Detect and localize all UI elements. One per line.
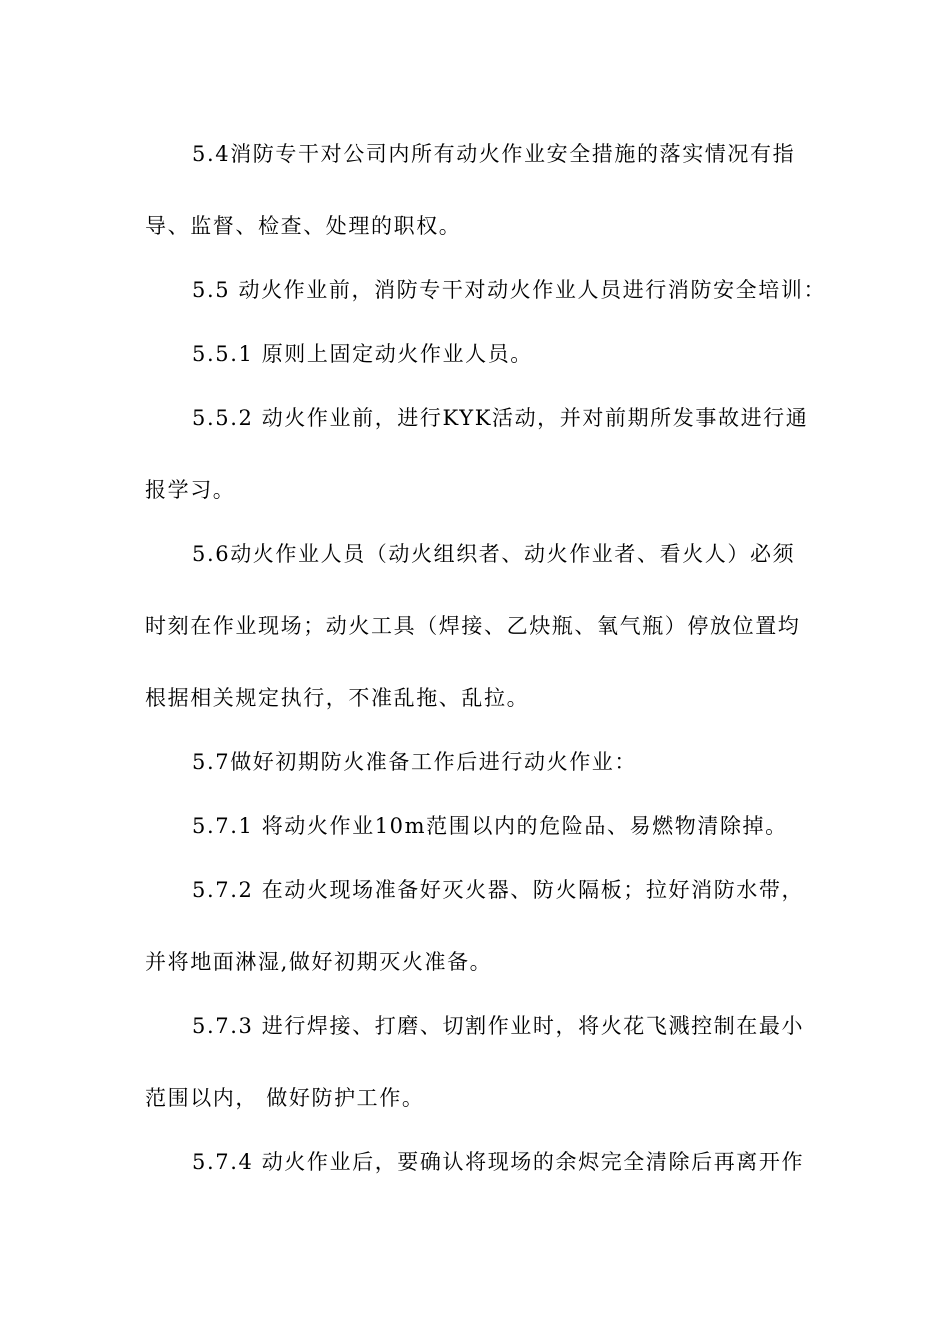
paragraph-5-7-1: 5.7.1 将动火作业10m范围以内的危险品、易燃物清除掉。 — [192, 814, 788, 838]
paragraph-5-5-2-line-2: 报学习。 — [145, 478, 236, 502]
paragraph-5-7-2-line-2: 并将地面淋湿,做好初期灭火准备。 — [145, 950, 493, 974]
paragraph-5-6-line-2: 时刻在作业现场；动火工具（焊接、乙炔瓶、氧气瓶）停放位置均 — [145, 614, 801, 638]
paragraph-5-4-line-2: 导、监督、检查、处理的职权。 — [145, 214, 462, 238]
paragraph-5-7: 5.7做好初期防火准备工作后进行动火作业： — [192, 750, 637, 774]
paragraph-5-6-line-3: 根据相关规定执行，不准乱拖、乱拉。 — [145, 686, 530, 710]
paragraph-5-5-2-line-1: 5.5.2 动火作业前，进行KYK活动，并对前期所发事故进行通 — [192, 406, 809, 430]
paragraph-5-4-line-1: 5.4消防专干对公司内所有动火作业安全措施的落实情况有指 — [192, 142, 796, 166]
paragraph-5-5-1: 5.5.1 原则上固定动火作业人员。 — [192, 342, 533, 366]
paragraph-5-6-line-1: 5.6动火作业人员（动火组织者、动火作业者、看火人）必须 — [192, 542, 796, 566]
paragraph-5-7-2-line-1: 5.7.2 在动火现场准备好灭火器、防火隔板；拉好消防水带， — [192, 878, 805, 902]
paragraph-5-7-3-line-1: 5.7.3 进行焊接、打磨、切割作业时，将火花飞溅控制在最小 — [192, 1014, 805, 1038]
paragraph-5-5: 5.5 动火作业前，消防专干对动火作业人员进行消防安全培训： — [192, 278, 827, 302]
paragraph-5-7-3-line-2: 范围以内， 做好防护工作。 — [145, 1086, 425, 1110]
paragraph-5-7-4-line-1: 5.7.4 动火作业后，要确认将现场的余烬完全清除后再离开作 — [192, 1150, 805, 1174]
